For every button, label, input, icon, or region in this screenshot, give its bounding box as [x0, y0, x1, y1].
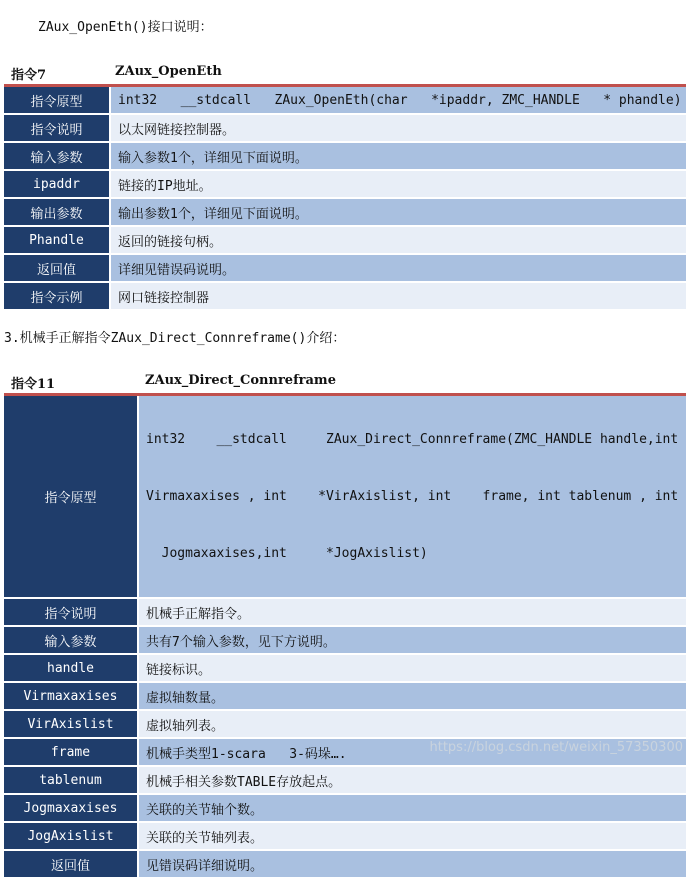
- prototype-line: Virmaxaxises , int *VirAxislist, int frame, int tablenum , int: [146, 489, 679, 504]
- row-value: 链接的IP地址。: [110, 170, 686, 198]
- row-value: 网口链接控制器: [110, 282, 686, 310]
- row-value: 虚拟轴列表。: [138, 710, 686, 738]
- row-label: 指令说明: [4, 598, 138, 626]
- table-row: [4, 396, 686, 598]
- table-2-code: 指令11: [11, 377, 56, 392]
- row-value: 见错误码详细说明。: [138, 850, 686, 878]
- row-label: tablenum: [4, 766, 138, 794]
- row-value: 链接标识。: [138, 654, 686, 682]
- prototype-cell: [138, 396, 686, 598]
- row-label: JogAxislist: [4, 822, 138, 850]
- row-value: 以太网链接控制器。: [110, 114, 686, 142]
- row-label: 指令说明: [4, 114, 110, 142]
- row-label: handle: [4, 654, 138, 682]
- row-value: 关联的关节轴列表。: [138, 822, 686, 850]
- table-1-header: [4, 58, 686, 84]
- prototype-line: int32 __stdcall ZAux_Direct_Connreframe(ZMC_HANDLE handle,int: [146, 432, 679, 447]
- row-value: 共有7个输入参数，见下方说明。: [138, 626, 686, 654]
- table-row: [4, 254, 686, 282]
- row-value: 关联的关节轴个数。: [138, 794, 686, 822]
- row-label: 输入参数: [4, 142, 110, 170]
- row-value: 虚拟轴数量。: [138, 682, 686, 710]
- row-label: Jogmaxaxises: [4, 794, 138, 822]
- row-label: 返回值: [4, 254, 110, 282]
- table-row: [4, 198, 686, 226]
- row-label: 指令原型: [4, 396, 138, 598]
- table-row: [4, 87, 686, 114]
- table-row: [4, 850, 686, 878]
- table-row: [4, 794, 686, 822]
- row-value: 详细见错误码说明。: [110, 254, 686, 282]
- row-label: Virmaxaxises: [4, 682, 138, 710]
- row-value: 机械手相关参数TABLE存放起点。: [138, 766, 686, 794]
- row-value: int32 __stdcall ZAux_OpenEth(char *ipaddr, ZMC_HANDLE * phandle): [110, 87, 686, 114]
- table-1: [4, 87, 686, 311]
- table-2: [4, 396, 686, 879]
- watermark: https://blog.csdn.net/weixin_57350300: [429, 740, 683, 755]
- intro-text-1: ZAux_OpenEth()接口说明：: [38, 20, 213, 35]
- row-label: VirAxislist: [4, 710, 138, 738]
- table-row: [4, 654, 686, 682]
- table-2-name: ZAux_Direct_Connreframe: [145, 373, 336, 388]
- table-row: [4, 114, 686, 142]
- table-row: [4, 226, 686, 254]
- row-label: 输出参数: [4, 198, 110, 226]
- intro-text-2: 3.机械手正解指令ZAux_Direct_Connreframe()介绍：: [4, 331, 346, 346]
- row-label: 返回值: [4, 850, 138, 878]
- table-2-header: [4, 367, 686, 393]
- table-1-name: ZAux_OpenEth: [115, 64, 222, 79]
- table-row: [4, 682, 686, 710]
- table-row: [4, 766, 686, 794]
- row-label: 输入参数: [4, 626, 138, 654]
- row-value: 输入参数1个，详细见下面说明。: [110, 142, 686, 170]
- row-value: 机械手类型1-scara 3-码垛….: [138, 738, 686, 766]
- table-1-code: 指令7: [11, 68, 47, 83]
- table-row: [4, 170, 686, 198]
- row-label: 指令原型: [4, 87, 110, 114]
- row-label: Phandle: [4, 226, 110, 254]
- row-value: 机械手正解指令。: [138, 598, 686, 626]
- prototype-line: Jogmaxaxises,int *JogAxislist): [146, 546, 428, 561]
- row-value: 输出参数1个，详细见下面说明。: [110, 198, 686, 226]
- row-value: 返回的链接句柄。: [110, 226, 686, 254]
- table-row: [4, 598, 686, 626]
- table-row: [4, 142, 686, 170]
- table-row: [4, 282, 686, 310]
- row-label: ipaddr: [4, 170, 110, 198]
- row-label: 指令示例: [4, 282, 110, 310]
- table-row: [4, 822, 686, 850]
- row-label: frame: [4, 738, 138, 766]
- table-row: [4, 626, 686, 654]
- table-row: [4, 710, 686, 738]
